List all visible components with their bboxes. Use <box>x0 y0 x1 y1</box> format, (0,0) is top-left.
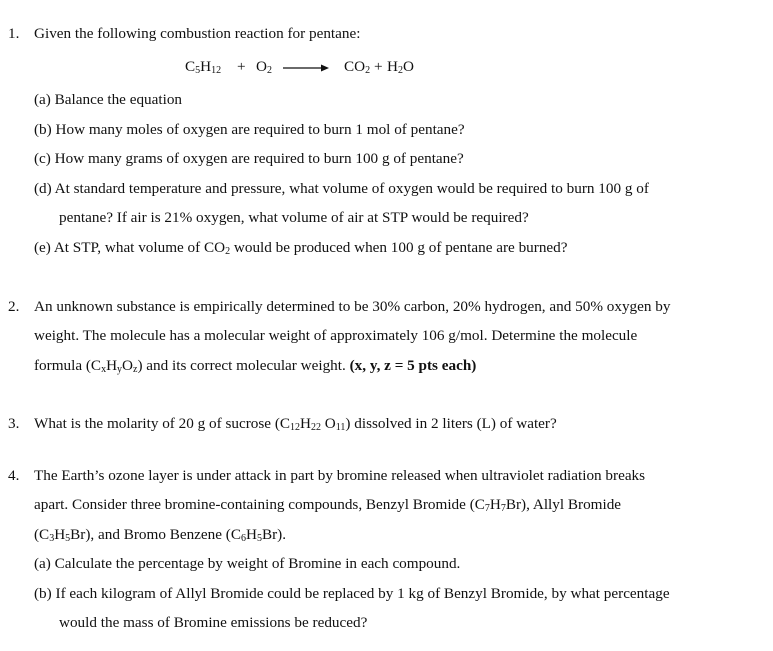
plus-sign: + <box>237 58 246 75</box>
question-3-text: What is the molarity of 20 g of sucrose ($C_{12}H_{22}$ $O_{11}$) dissolved in 2 liters (L) of water? <box>34 415 557 433</box>
question-2-line3: formula $(C_xH_yO_z)$ and its correct molecular weight. (x, y, z = 5 pts each) <box>34 357 477 375</box>
question-1-part-d-line1: (d) At standard temperature and pressure, what volume of oxygen would be required to burn 100 g of <box>34 180 649 197</box>
question-4-number: 4. <box>8 467 20 484</box>
question-4-part-b-line1: (b) If each kilogram of Allyl Bromide could be replaced by 1 kg of Benzyl Bromide, by what percentage <box>34 585 670 602</box>
question-1-intro: Given the following combustion reaction for pentane: <box>34 25 361 42</box>
question-3-number: 3. <box>8 415 20 432</box>
question-4-line3: $(C_3H_5Br)$, and Bromo Benzene $(C_6H_5Br)$. <box>34 526 286 544</box>
question-1-part-c: (c) How many grams of oxygen are required to burn 100 g of pentane? <box>34 150 464 167</box>
question-1-number: 1. <box>8 25 20 42</box>
question-4-part-a: (a) Calculate the percentage by weight of Bromine in each compound. <box>34 555 461 572</box>
reactant-pentane: $C_5H_{12}$ <box>185 58 222 76</box>
question-1-part-e: (e) At STP, what volume of $CO_2$ would be produced when 100 g of pentane are burned? <box>34 239 568 257</box>
question-1-part-a: (a) Balance the equation <box>34 91 183 108</box>
question-4-line2: apart. Consider three bromine-containing compounds, Benzyl Bromide $(C_7H_7Br)$, Allyl Bromide <box>34 496 622 514</box>
question-4-part-b-line2: would the mass of Bromine emissions be reduced? <box>59 614 368 631</box>
plus-sign-2: + <box>374 58 383 75</box>
product-co2: $CO_2$ <box>344 58 371 76</box>
question-2-line1: An unknown substance is empirically determined to be 30% carbon, 20% hydrogen, and 50% oxygen by <box>34 298 671 315</box>
question-1-part-d-line2: pentane? If air is 21% oxygen, what volume of air at STP would be required? <box>59 209 529 226</box>
product-water: $H_2O$ <box>387 58 414 76</box>
question-2-line2: weight. The molecule has a molecular weight of approximately 106 g/mol. Determine the molecule <box>34 327 638 344</box>
reactant-oxygen: $O_2$ <box>256 58 272 76</box>
reaction-arrow-icon <box>283 63 331 73</box>
question-2-number: 2. <box>8 298 20 315</box>
question-4-line1: The Earth’s ozone layer is under attack in part by bromine released when ultraviolet radiation breaks <box>34 467 646 484</box>
question-1-part-b: (b) How many moles of oxygen are required to burn 1 mol of pentane? <box>34 121 465 138</box>
